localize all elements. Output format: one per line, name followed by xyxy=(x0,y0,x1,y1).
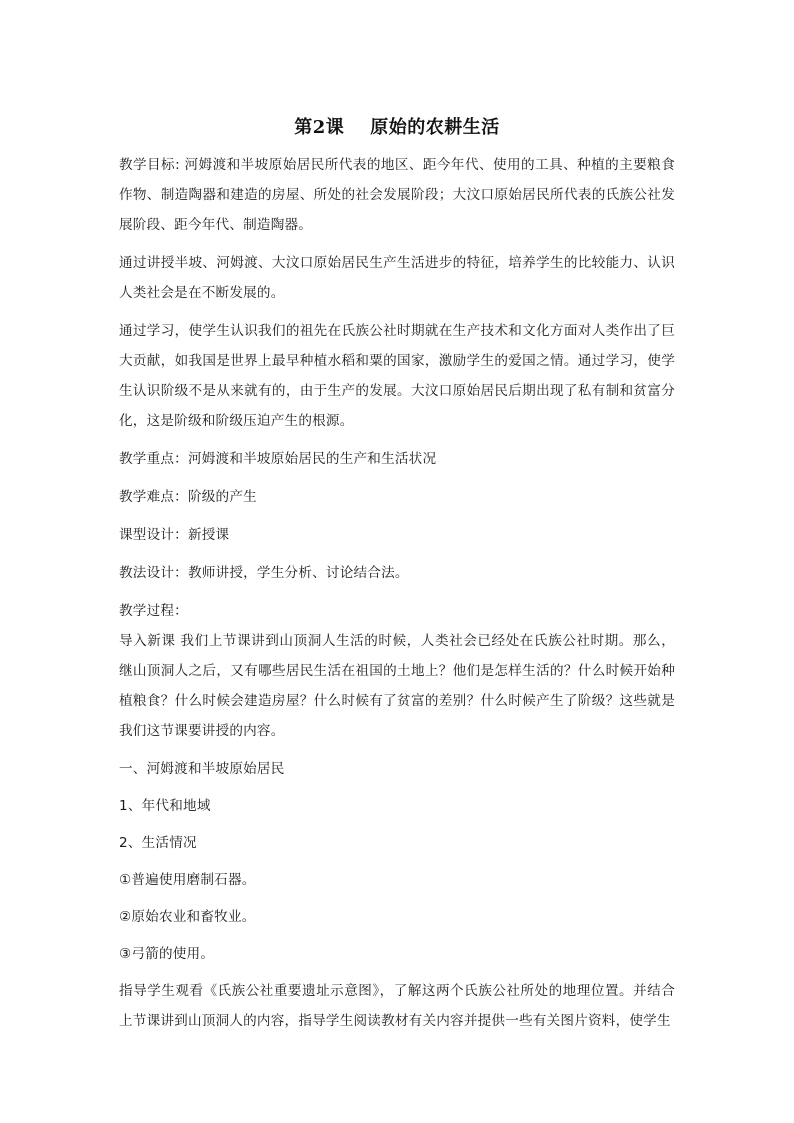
list-item: ②原始农业和畜牧业。 xyxy=(119,909,256,925)
lesson-type-paragraph: 课型设计：新授课 xyxy=(119,527,230,543)
ability-objective-paragraph: 通过讲授半坡、河姆渡、大汶口原始居民生产生活进步的特征，培养学生的比较能力、认识人类社会是在不断发展的。 xyxy=(119,255,675,301)
key-points-paragraph: 教学重点：河姆渡和半坡原始居民的生产和生活状况 xyxy=(119,451,437,467)
introduction-paragraph: 导入新课 我们上节课讲到山顶洞人生活的时候，人类社会已经处在氏族公社时期。那么，继山顶洞人之后，又有哪些居民生活在祖国的土地上？他们是怎样生活的？什么时候开始种植粮食？什么时候会建造房屋？什么时候有了贫富的差别？什么时候产生了阶级？这些就是我们这节课要讲授的内容。 xyxy=(119,633,675,739)
lesson-title xyxy=(0,113,794,139)
subsection-heading-1: 1、年代和地域 xyxy=(119,798,211,814)
teaching-method-paragraph: 教法设计：教师讲授，学生分析、讨论结合法。 xyxy=(119,565,409,581)
list-item: ①普遍使用磨制石器。 xyxy=(119,872,256,888)
lesson-name: 原始的农耕生活 xyxy=(370,117,500,138)
difficult-points-paragraph: 教学难点：阶级的产生 xyxy=(119,489,257,505)
teaching-objectives-paragraph: 教学目标: 河姆渡和半坡原始居民所代表的地区、距今年代、使用的工具、种植的主要粮食作物、制造陶器和建造的房屋、所处的社会发展阶段；大汶口原始居民所代表的氏族公社发展阶段、距今年代、制造陶器。 xyxy=(119,157,675,233)
section-heading-1: 一、河姆渡和半坡原始居民 xyxy=(119,761,285,777)
subsection-heading-2: 2、生活情况 xyxy=(119,835,197,851)
list-item: ③弓箭的使用。 xyxy=(119,946,215,962)
document-body xyxy=(119,150,675,1044)
teaching-process-heading: 教学过程： xyxy=(119,603,188,619)
emotion-objective-paragraph: 通过学习，使学生认识我们的祖先在氏族公社时期就在生产技术和文化方面对人类作出了巨大贡献，如我国是世界上最早种植水稻和粟的国家，激励学生的爱国之情。通过学习，使学生认识阶级不是从来就有的，由于生产的发展。大汶口原始居民后期出现了私有制和贫富分化，这是阶级和阶级压迫产生的根源。 xyxy=(119,323,675,429)
lesson-number: 第2课 xyxy=(294,117,345,138)
guidance-paragraph: 指导学生观看《氏族公社重要遗址示意图》，了解这两个氏族公社所处的地理位置。并结合上节课讲到山顶洞人的内容，指导学生阅读教材有关内容并提供一些有关图片资料，使学生 xyxy=(119,983,675,1029)
